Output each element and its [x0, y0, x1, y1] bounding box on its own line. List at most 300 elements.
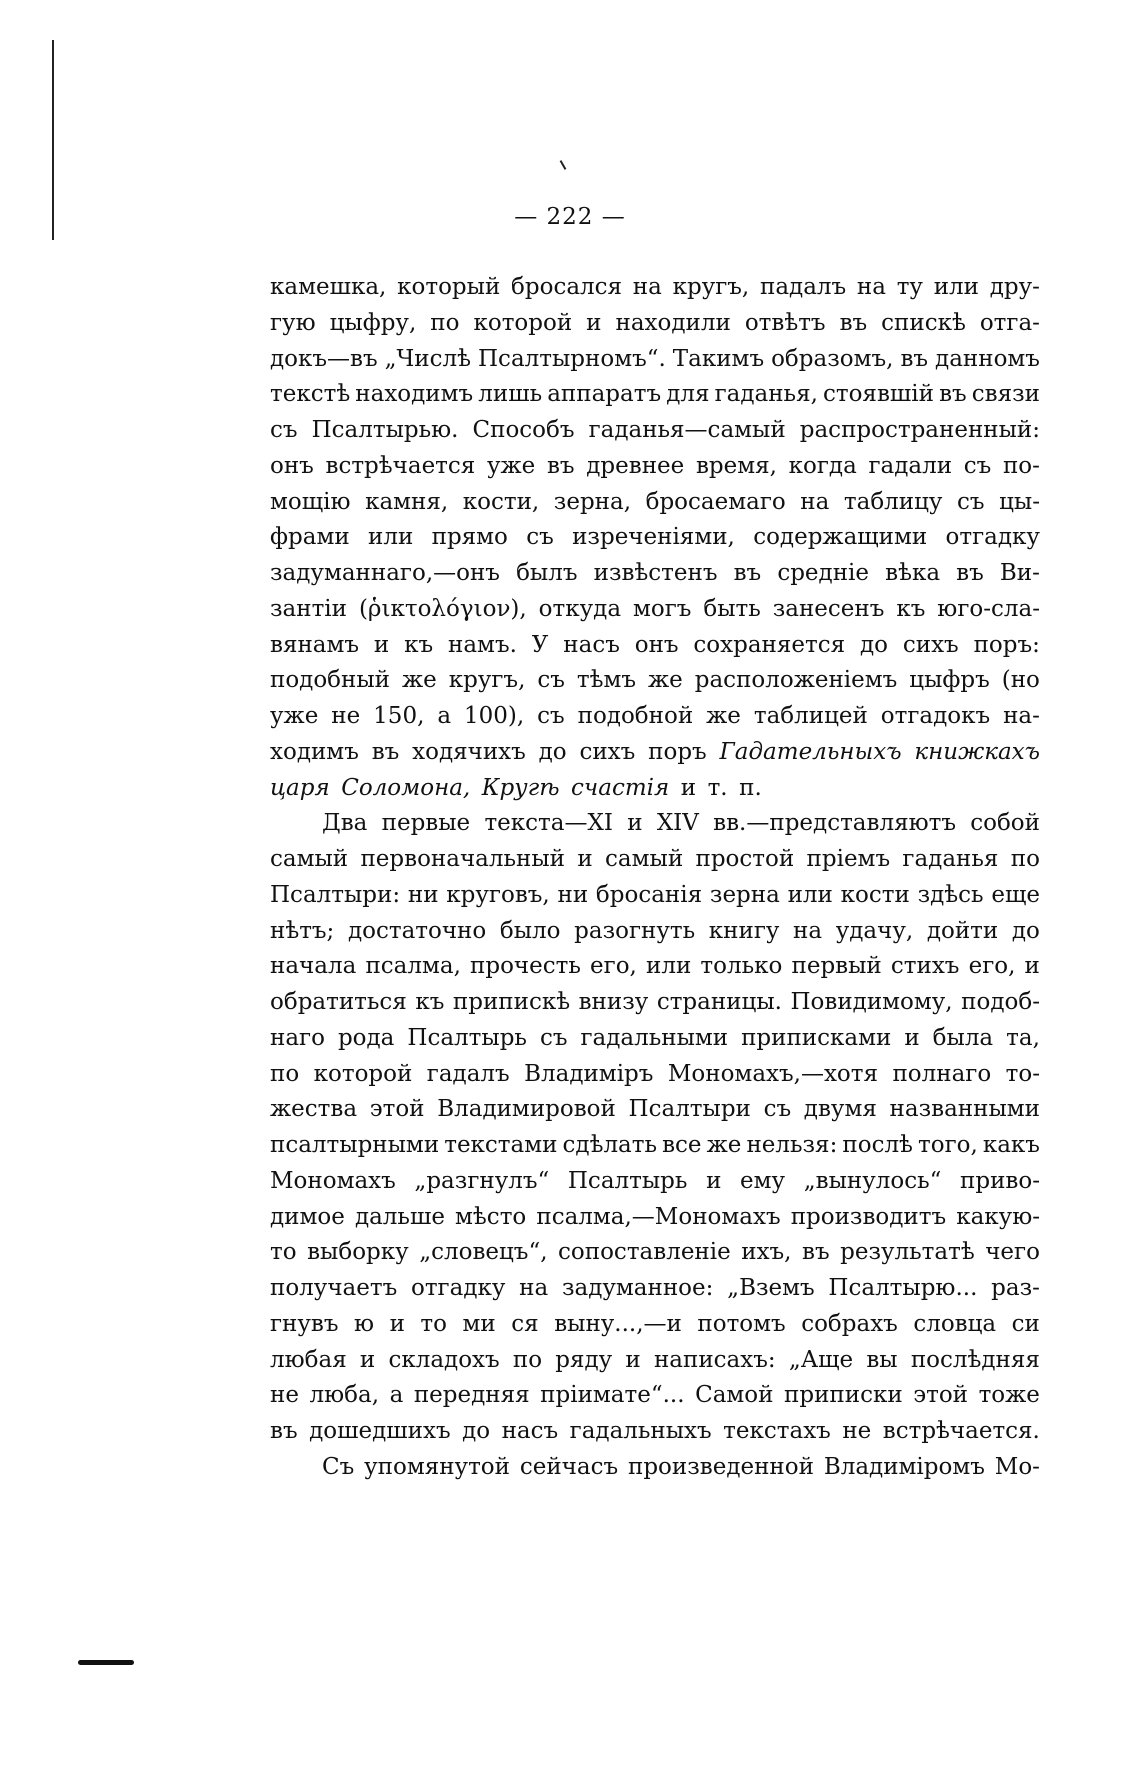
word: припискѣ	[452, 989, 571, 1015]
word: поръ	[648, 738, 707, 765]
word: и	[627, 810, 643, 837]
word: гадали	[868, 452, 953, 479]
word: съ	[539, 1024, 568, 1051]
word: произведенной	[628, 1453, 814, 1480]
text-line	[270, 985, 1040, 1021]
word: зерна	[709, 881, 780, 908]
word: и	[706, 1167, 722, 1194]
word: занесенъ	[772, 595, 885, 622]
word: таблицей	[753, 703, 868, 729]
word: т.	[707, 774, 728, 801]
word: стоявшій	[822, 381, 934, 408]
word: Псалтырью.	[311, 417, 459, 443]
word: „вынулось“	[803, 1167, 942, 1194]
word: результатѣ	[840, 1239, 975, 1266]
word: цы-	[999, 488, 1040, 515]
word: гаданья—самый	[588, 417, 786, 443]
word: первоначальный	[360, 846, 565, 872]
text-line	[270, 1057, 1040, 1093]
word: ни	[557, 881, 589, 908]
word: нельзя:	[746, 1132, 838, 1158]
word: или	[787, 881, 833, 908]
word: (но	[1001, 667, 1040, 694]
word: докъ—въ	[270, 345, 378, 372]
word: Съ	[322, 1453, 355, 1480]
word: насъ	[501, 1418, 559, 1444]
word: же	[706, 1132, 742, 1158]
word: бросался	[511, 274, 623, 300]
word: ни	[407, 881, 439, 908]
word: Владиміръ	[524, 1060, 654, 1087]
word: полнаго	[892, 1060, 992, 1087]
word: ми	[462, 1310, 496, 1337]
word: встрѣчается.	[882, 1418, 1040, 1444]
word: написахъ:	[653, 1346, 776, 1373]
word: текстами	[444, 1132, 558, 1158]
word: зантіи	[270, 595, 347, 622]
word: Гадательныхъ	[719, 738, 902, 765]
text-line	[270, 1450, 1040, 1486]
word: задуманнаго,—онъ	[270, 560, 500, 586]
word: могъ	[632, 595, 692, 622]
word: си	[1011, 1310, 1040, 1337]
word: тѣмъ	[576, 667, 636, 694]
word: названными	[889, 1096, 1040, 1123]
text-line	[270, 1271, 1040, 1307]
word: быть	[703, 595, 761, 622]
word: и	[373, 631, 390, 658]
word: текстѣ	[270, 381, 351, 408]
word: встрѣчается	[325, 452, 476, 479]
text-line	[270, 914, 1040, 950]
word: вянамъ	[270, 631, 360, 658]
word: же	[706, 703, 741, 729]
word: Самой	[695, 1382, 774, 1409]
word: которой	[313, 1060, 413, 1087]
word: подобный	[270, 667, 390, 694]
word: содержащими	[753, 524, 928, 551]
word: по	[512, 1346, 543, 1373]
text-line	[270, 1200, 1040, 1236]
text-line	[270, 771, 1040, 807]
word: Псалтырь	[407, 1024, 527, 1051]
word: пріемъ	[806, 846, 891, 872]
word: вы	[866, 1346, 898, 1373]
word: Псалтыри	[628, 1096, 751, 1123]
word: выборку	[307, 1239, 409, 1266]
word: а	[389, 1382, 404, 1409]
word: димое	[270, 1203, 345, 1230]
word: не	[331, 703, 361, 729]
word: Владимировой	[437, 1096, 616, 1123]
word: онъ	[270, 452, 314, 479]
word: первый	[791, 953, 882, 980]
word: и	[625, 1346, 641, 1373]
word: и	[359, 1346, 376, 1373]
word: съ	[957, 488, 985, 515]
word: гаданья	[902, 846, 999, 872]
word: насъ	[563, 631, 620, 658]
word: люба,	[309, 1382, 380, 1409]
word: по-	[1002, 452, 1040, 479]
word: Повидимому,	[790, 989, 953, 1015]
word: пріимате“...	[540, 1382, 685, 1409]
text-line	[270, 413, 1040, 449]
word: уже	[486, 452, 536, 479]
word: по	[1010, 846, 1040, 872]
word: его,	[590, 953, 637, 980]
word: все	[662, 1132, 702, 1158]
text-line	[270, 520, 1040, 556]
word: дальше	[354, 1203, 445, 1230]
word: расположеніемъ	[694, 667, 898, 694]
text-line	[270, 663, 1040, 699]
word: кругъ,	[448, 667, 526, 694]
word: псалма,	[365, 953, 461, 980]
word: удачу,	[835, 917, 914, 944]
text-line	[270, 1235, 1040, 1271]
word: ю	[354, 1310, 375, 1337]
word: первые	[381, 810, 471, 837]
word: сдѣлать	[562, 1132, 658, 1158]
word: нѣтъ;	[270, 917, 335, 944]
word: жества	[270, 1096, 358, 1123]
word: псалма,—Мономахъ	[536, 1203, 781, 1230]
word: связи	[971, 381, 1040, 408]
word: дошедшихъ	[309, 1418, 451, 1444]
word: на	[856, 274, 886, 300]
word: средніе	[777, 560, 870, 586]
word: выну...,—и	[554, 1310, 682, 1337]
word: до	[1011, 917, 1040, 944]
word: отга-	[979, 309, 1040, 336]
word: вв.—представляютъ	[713, 810, 956, 837]
word: какъ	[982, 1132, 1040, 1158]
word: камешка,	[270, 274, 387, 300]
word: бросаемаго	[645, 488, 786, 515]
margin-scan-mark	[560, 160, 567, 170]
word: таблицу	[843, 488, 943, 515]
word: не	[842, 1418, 872, 1444]
word: кости	[840, 881, 910, 908]
word: подоб-	[961, 989, 1040, 1015]
word: 150,	[373, 703, 425, 729]
word: Псалтырномъ“.	[478, 345, 666, 372]
word: этой	[913, 1382, 969, 1409]
word: извѣстенъ	[593, 560, 718, 586]
word: передняя	[413, 1382, 530, 1409]
word: на	[632, 274, 662, 300]
word: XIV	[656, 810, 699, 837]
word: прочесть	[470, 953, 581, 980]
page-number: — 222 —	[514, 204, 626, 230]
word: начала	[270, 953, 357, 980]
word: Мо-	[994, 1453, 1040, 1480]
word: камня,	[365, 488, 449, 515]
word: 100),	[464, 703, 525, 729]
word: спискѣ	[881, 309, 966, 336]
word: еще	[991, 881, 1040, 908]
word: книгу	[708, 917, 780, 944]
word: У	[531, 631, 549, 658]
word: достаточно	[347, 917, 487, 944]
word: псалтырными	[270, 1132, 440, 1158]
word: съ	[963, 452, 992, 479]
word: текстахъ	[723, 1418, 831, 1444]
text-line	[270, 556, 1040, 592]
word: былъ	[516, 560, 578, 586]
word: съ	[270, 417, 298, 443]
word: падалъ	[759, 274, 847, 300]
word: и	[680, 774, 697, 801]
word: откуда	[538, 595, 622, 622]
word: дойти	[926, 917, 999, 944]
text-line	[270, 949, 1040, 985]
word: гую	[270, 309, 316, 336]
word: тоже	[978, 1382, 1040, 1409]
word: на	[793, 917, 823, 944]
word: время,	[695, 452, 777, 479]
word: аппаратъ	[547, 381, 662, 408]
word: уже	[270, 703, 319, 729]
word: а	[437, 703, 452, 729]
word: съ	[763, 1096, 792, 1123]
word: „Аще	[788, 1346, 854, 1373]
word: по	[430, 309, 460, 336]
text-line	[270, 1343, 1040, 1379]
word: который	[397, 274, 501, 300]
word: данномъ	[935, 345, 1040, 372]
word: вѣка	[885, 560, 941, 586]
word: приво-	[960, 1167, 1040, 1194]
word: любая	[270, 1346, 347, 1373]
word: или	[646, 953, 692, 980]
word: отгадку	[410, 1275, 506, 1301]
word: юго-сла-	[937, 595, 1040, 622]
word: рода	[337, 1024, 395, 1051]
word: Псалтырю...	[828, 1275, 978, 1301]
word: мѣсто	[455, 1203, 527, 1230]
word: та,	[1006, 1024, 1040, 1051]
word: по	[270, 1060, 300, 1087]
text-line	[270, 1164, 1040, 1200]
text-line	[270, 1414, 1040, 1450]
word: круговъ,	[446, 881, 550, 908]
word: на	[519, 1275, 549, 1301]
word: подобной	[577, 703, 694, 729]
word: только	[700, 953, 783, 980]
word: сопоставленіе	[558, 1239, 731, 1266]
text-line	[270, 878, 1040, 914]
word: въ	[270, 1418, 298, 1444]
word: гнувъ	[270, 1310, 339, 1337]
word: и	[586, 309, 602, 336]
word: къ	[404, 631, 434, 658]
word: въ	[546, 452, 575, 479]
word: приписками	[741, 1024, 892, 1051]
text-line	[270, 1092, 1040, 1128]
word: сихъ	[579, 738, 636, 765]
word: стихъ	[890, 953, 960, 980]
word: страницы.	[656, 989, 782, 1015]
word: сихъ	[902, 631, 959, 658]
word: „словецъ“,	[419, 1239, 548, 1266]
word: счастія	[571, 774, 670, 801]
text-line	[270, 270, 1040, 306]
text-line	[270, 735, 1040, 771]
word: для	[666, 381, 710, 408]
word: словца	[913, 1310, 997, 1337]
word: гадальныхъ	[569, 1418, 712, 1444]
word: царя	[270, 774, 330, 801]
word: съ	[537, 703, 565, 729]
word: Такимъ	[672, 345, 765, 372]
word: гадалъ	[426, 1060, 510, 1087]
word: же	[401, 667, 437, 694]
text-line	[270, 806, 1040, 842]
word: то	[270, 1239, 297, 1266]
word: упомянутой	[364, 1453, 510, 1480]
text-line	[270, 377, 1040, 413]
word: самый	[270, 846, 349, 872]
word: и	[577, 846, 593, 872]
word: съ	[526, 524, 554, 551]
word: въ	[802, 1239, 830, 1266]
word: разогнуть	[574, 917, 696, 944]
word: намъ.	[448, 631, 517, 658]
margin-dash-mark	[78, 1660, 134, 1665]
word: двумя	[803, 1096, 877, 1123]
word: образомъ,	[771, 345, 894, 372]
word: Владиміромъ	[823, 1453, 985, 1480]
word: то-	[1005, 1060, 1040, 1087]
word: отгадокъ	[880, 703, 991, 729]
word: Кругѣ	[481, 774, 560, 801]
word: послѣдняя	[910, 1346, 1040, 1373]
word: Псалтыри:	[270, 881, 401, 908]
text-line	[270, 306, 1040, 342]
word: потомъ	[697, 1310, 786, 1337]
text-line	[270, 485, 1040, 521]
word: ему	[740, 1167, 786, 1194]
text-line	[270, 842, 1040, 878]
word: къ	[896, 595, 926, 622]
word: къ	[415, 989, 445, 1015]
word: въ	[956, 560, 984, 586]
word: чего	[985, 1239, 1040, 1266]
word: и	[389, 1310, 405, 1337]
word: ся	[511, 1310, 539, 1337]
body-text	[270, 270, 1040, 1486]
word: до	[462, 1418, 491, 1444]
word: ихъ,	[741, 1239, 792, 1266]
word: собрахъ	[801, 1310, 898, 1337]
word: съ	[537, 667, 565, 694]
word: раз-	[991, 1275, 1040, 1301]
text-line	[270, 1307, 1040, 1343]
word: приписки	[784, 1382, 903, 1409]
word: текста—XI	[484, 810, 613, 837]
word: кости,	[462, 488, 540, 515]
word: то	[420, 1310, 447, 1337]
word: которой	[473, 309, 573, 336]
word: самый	[605, 846, 684, 872]
word: не	[270, 1382, 299, 1409]
word: обратиться	[270, 989, 407, 1015]
word: въ	[939, 381, 967, 408]
word: находили	[615, 309, 731, 336]
word: того,	[918, 1132, 978, 1158]
word: Соломона,	[341, 774, 471, 801]
word: до	[538, 738, 567, 765]
word: или	[368, 524, 414, 551]
word: наго	[270, 1024, 325, 1051]
word: его,	[968, 953, 1016, 980]
word: ту	[896, 274, 923, 300]
word: складохъ	[388, 1346, 500, 1373]
word: сохраняется	[693, 631, 846, 658]
word: кругъ,	[672, 274, 750, 300]
word: и	[1024, 953, 1040, 980]
word: ходимъ	[270, 738, 359, 765]
word: цыфръ	[909, 667, 990, 694]
word: „Вземъ	[727, 1275, 815, 1301]
word: какую-	[956, 1203, 1040, 1230]
word: книжкахъ	[914, 738, 1040, 765]
text-line	[270, 342, 1040, 378]
word: гаданья,	[714, 381, 818, 408]
word: „разгнулъ“	[414, 1167, 550, 1194]
word: (ῥικτολόγιον),	[358, 595, 527, 622]
word: была	[932, 1024, 994, 1051]
text-line	[270, 699, 1040, 735]
text-line	[270, 1021, 1040, 1057]
word: въ	[733, 560, 762, 586]
word: дру-	[989, 274, 1040, 300]
text-line	[270, 628, 1040, 664]
word: ходячихъ	[412, 738, 526, 765]
word: когда	[788, 452, 857, 479]
word: изреченіями,	[572, 524, 735, 551]
word: производитъ	[790, 1203, 947, 1230]
word: собой	[970, 810, 1040, 837]
word: или	[933, 274, 979, 300]
word: въ	[371, 738, 400, 765]
word: гадальными	[580, 1024, 729, 1051]
word: было	[499, 917, 561, 944]
word: лишь	[478, 381, 543, 408]
word: до	[859, 631, 888, 658]
word: и	[904, 1024, 920, 1051]
word: послѣ	[842, 1132, 913, 1158]
word: Мономахъ,—хотя	[667, 1060, 879, 1087]
word: прямо	[431, 524, 508, 551]
word: п.	[739, 774, 762, 801]
text-line	[270, 449, 1040, 485]
word: мощію	[270, 488, 351, 515]
word: внизу	[578, 989, 649, 1015]
word: этой	[369, 1096, 425, 1123]
word: фрами	[270, 524, 350, 551]
word: зерна,	[553, 488, 632, 515]
word: Ви-	[999, 560, 1040, 586]
word: сейчасъ	[519, 1453, 619, 1480]
text-line	[270, 1378, 1040, 1414]
word: находимъ	[355, 381, 474, 408]
word: отвѣтъ	[744, 309, 826, 336]
word: простой	[695, 846, 795, 872]
word: ряду	[555, 1346, 613, 1373]
